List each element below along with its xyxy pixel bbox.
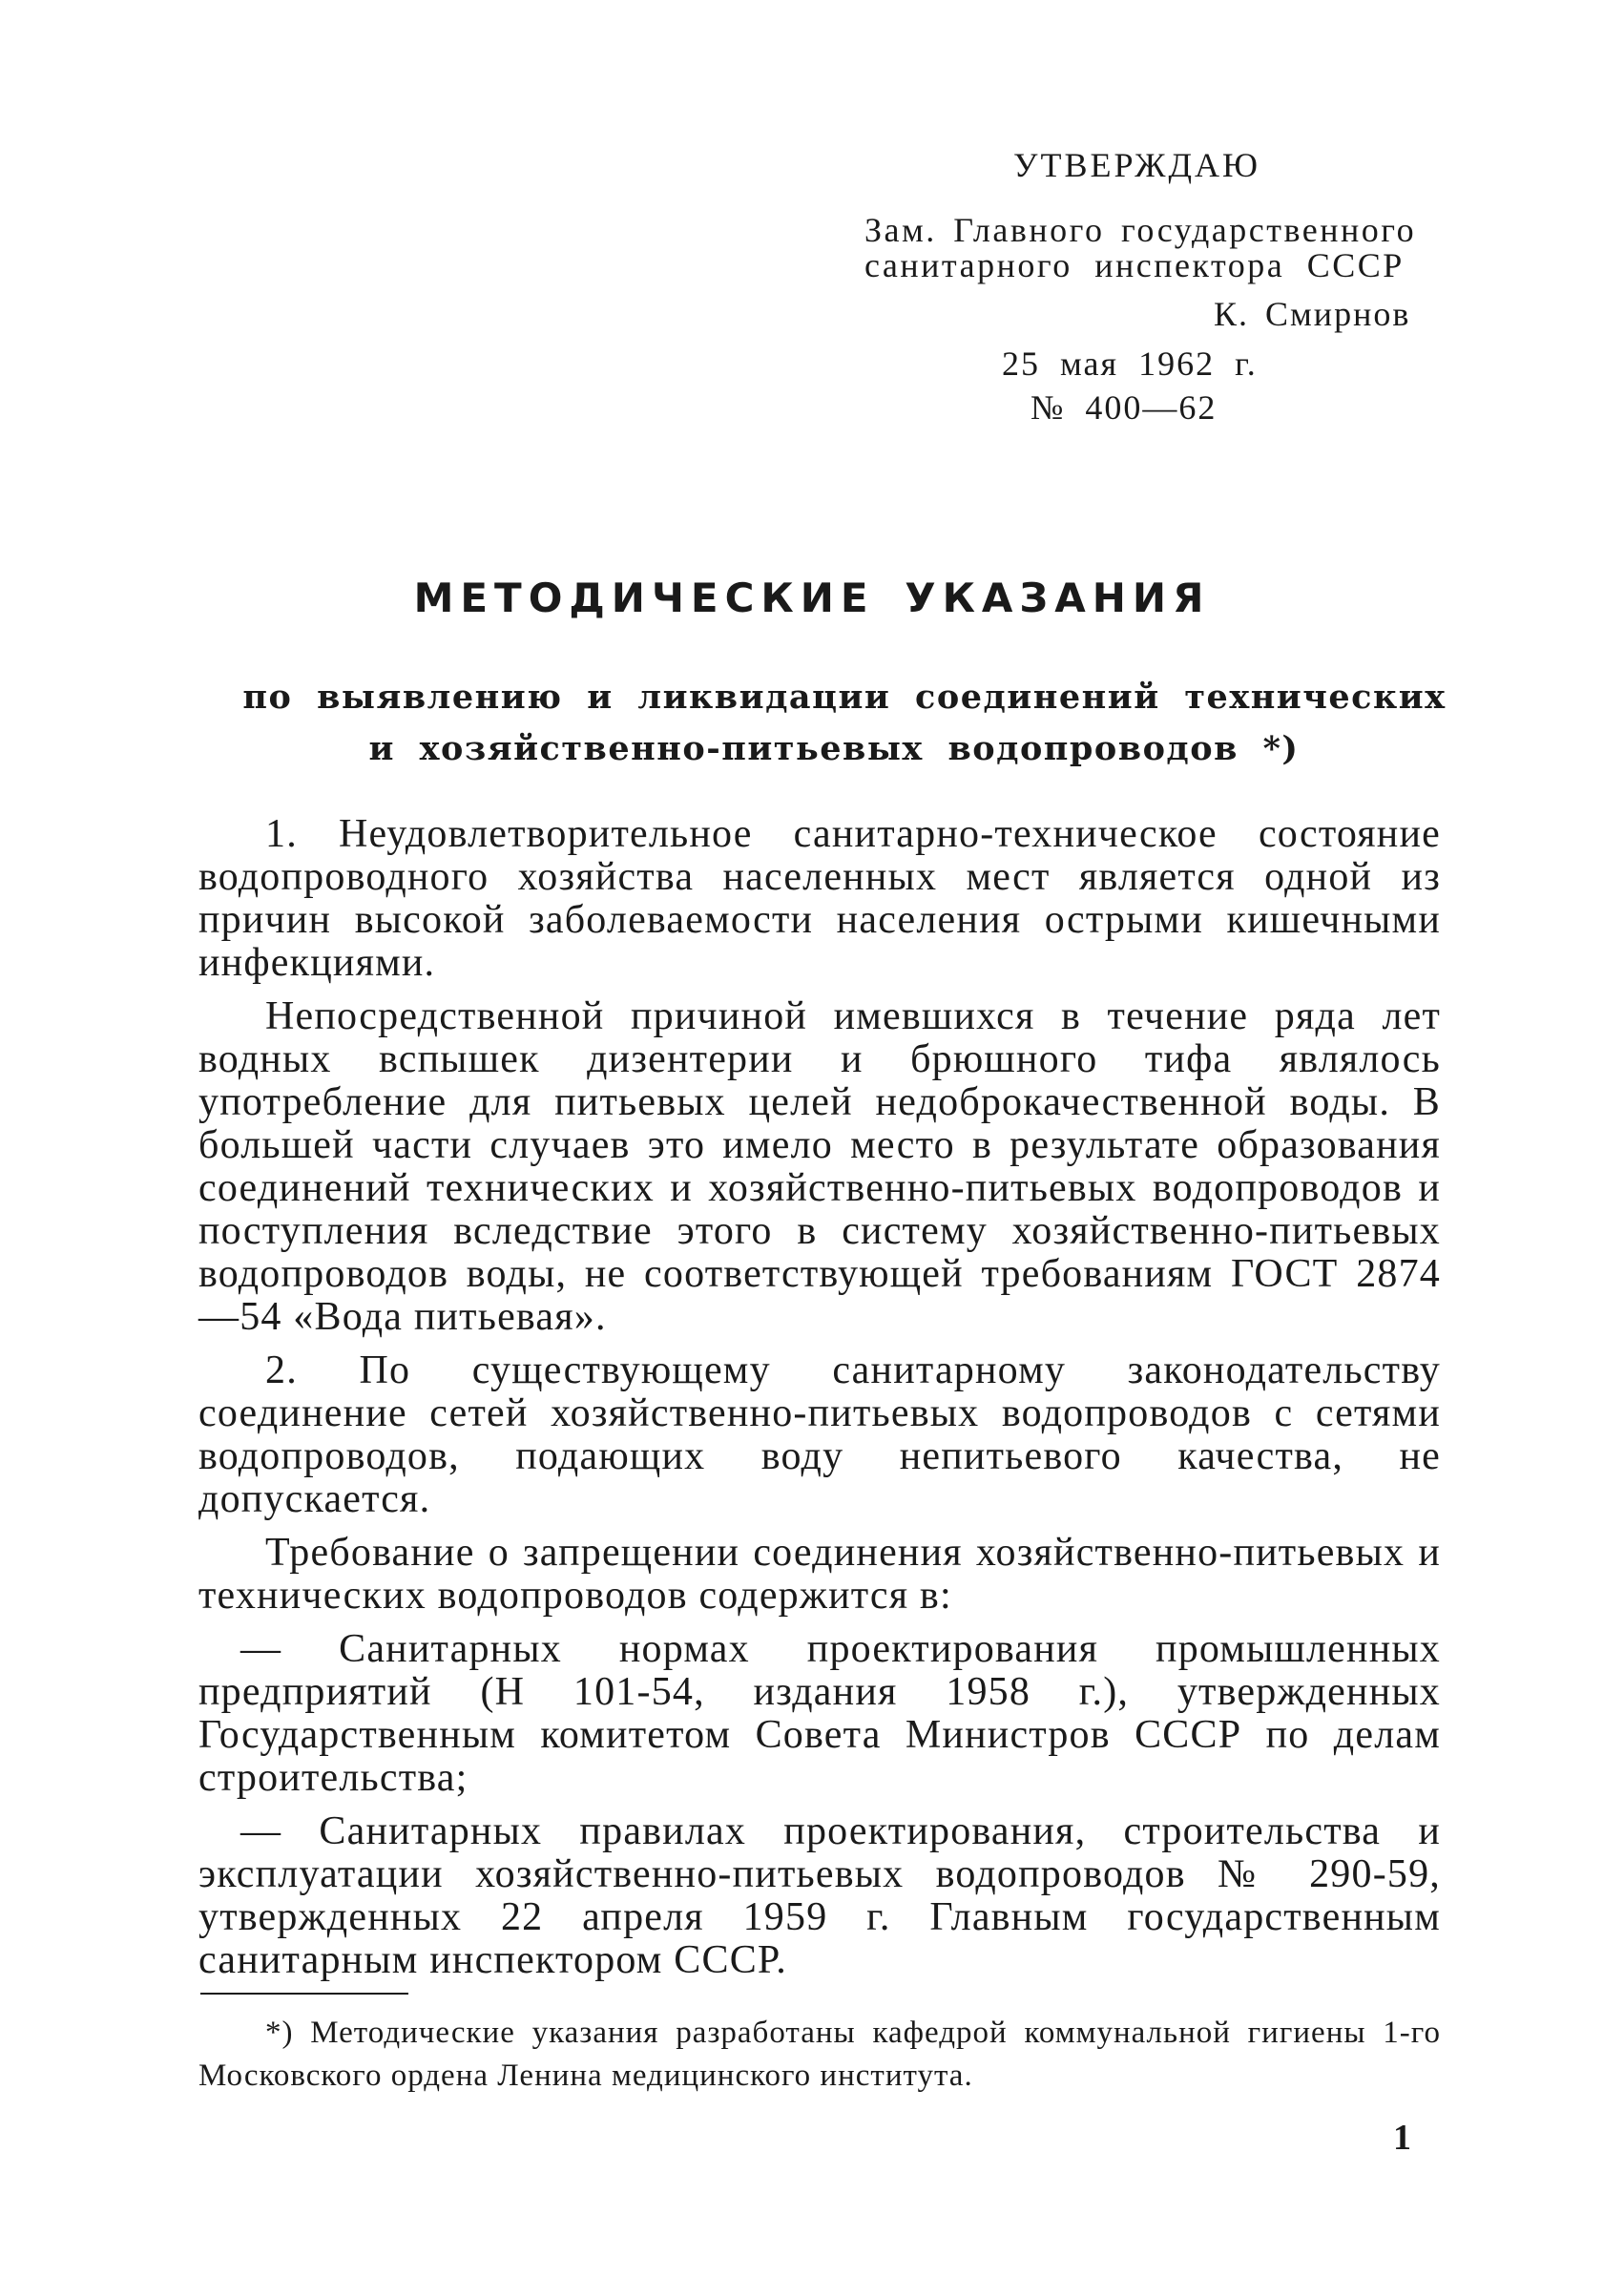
approval-heading: УТВЕРЖДАЮ <box>1013 146 1261 184</box>
document-body <box>198 813 1441 1993</box>
document-subtitle-line2: и хозяйственно-питьевых водопроводов *) <box>368 729 1300 768</box>
paragraph-3: 2. По существующему санитарному законодательству соединение сетей хозяйственно-питьевых водопроводов с сетями водопроводов, подающих воду непитьевого качества, не допускается. <box>198 1348 1441 1521</box>
paragraph-2: Непосредственной причиной имевшихся в течение ряда лет водных вспышек дизентерии и брюшного тифа являлось употребление для питьевых целей недоброкачественной воды. В большей части случаев это имело место в результате образования соединений технических и хозяйственно-питьевых водопроводов и поступления вследствие этого в систему хозяйственно-питьевых водопроводов воды, не соответствующей требованиям ГОСТ 2874—54 «Вода питьевая». <box>198 994 1441 1339</box>
page-number: 1 <box>1393 2118 1411 2158</box>
approval-position-line2: санитарного инспектора СССР <box>864 246 1405 284</box>
footnote-text: *) Методические указания разработаны кафедрой коммунальной гигиены 1-го Московского ордена Ленина медицинского института. <box>198 2016 1441 2093</box>
approval-signatory: К. Смирнов <box>1214 295 1411 333</box>
document-title: МЕТОДИЧЕСКИЕ УКАЗАНИЯ <box>413 575 1211 621</box>
footnote-divider <box>200 1993 408 1995</box>
approval-position-line1: Зам. Главного государственного <box>864 211 1417 249</box>
paragraph-4: Требование о запрещении соединения хозяйственно-питьевых и технических водопроводов содержится в: <box>198 1531 1441 1618</box>
approval-number: № 400—62 <box>1031 388 1218 427</box>
document-subtitle-line1: по выявлению и ликвидации соединений технических <box>242 678 1447 717</box>
footnote <box>198 2012 1441 2098</box>
paragraph-6: — Санитарных правилах проектирования, строительства и эксплуатации хозяйственно-питьевых водопроводов № 290-59, утвержденных 22 апреля 1959 г. Главным государственным санитарным инспектором СССР. <box>198 1809 1441 1982</box>
paragraph-1: 1. Неудовлетворительное санитарно-техническое состояние водопроводного хозяйства населенных мест является одной из причин высокой заболеваемости населения острыми кишечными инфекциями. <box>198 812 1441 985</box>
paragraph-5: — Санитарных нормах проектирования промышленных предприятий (Н 101-54, издания 1958 г.), утвержденных Государственным комитетом Совета Министров СССР по делам строительства; <box>198 1627 1441 1800</box>
approval-date: 25 мая 1962 г. <box>1002 345 1258 383</box>
